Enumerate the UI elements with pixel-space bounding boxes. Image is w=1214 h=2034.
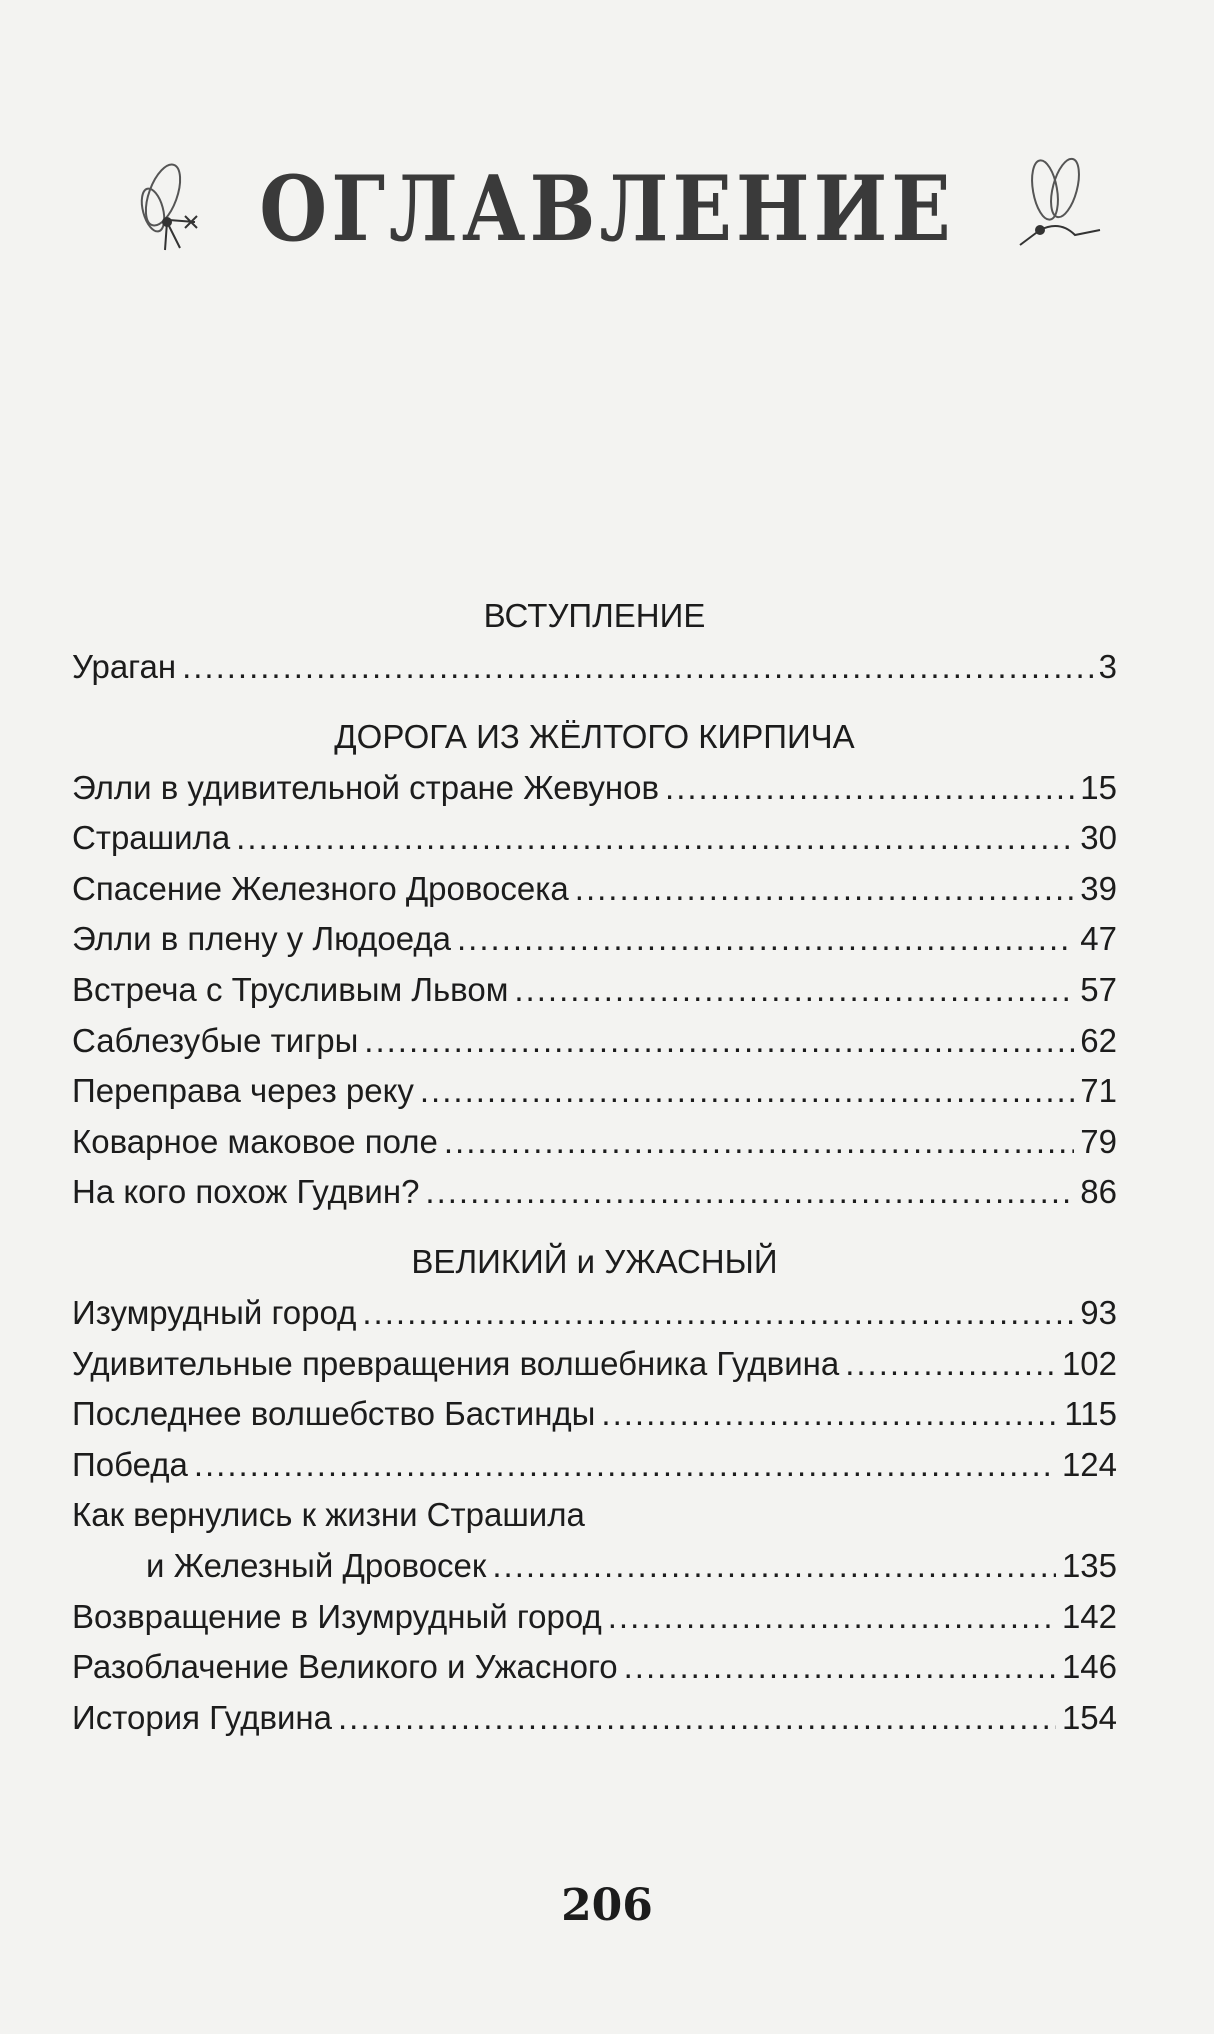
entry-page: 86 (1080, 1173, 1117, 1211)
entry-label: Коварное маковое поле (72, 1122, 438, 1160)
toc-entry (72, 1440, 1117, 1491)
dot-leader (624, 1642, 1056, 1693)
dot-leader (420, 1066, 1074, 1117)
section-title: ДОРОГА ИЗ ЖЁЛТОГО КИРПИЧА (334, 717, 855, 755)
entry-label: Страшила (72, 819, 231, 857)
toc-entry (72, 763, 1117, 814)
entry-label: Возвращение в Изумрудный город (72, 1597, 602, 1635)
toc-entry (72, 813, 1117, 864)
entry-label: Спасение Железного Дровосека (72, 869, 569, 907)
page-number: 206 (561, 1880, 653, 1931)
dot-leader (845, 1339, 1056, 1390)
toc-entry (72, 1541, 1117, 1592)
entry-page: 39 (1080, 869, 1117, 907)
dot-leader (194, 1440, 1056, 1491)
toc-entry (72, 1016, 1117, 1067)
toc-entry (72, 642, 1117, 693)
toc-entry (72, 1642, 1117, 1693)
dot-leader (457, 914, 1074, 965)
section-title: ВСТУПЛЕНИЕ (483, 597, 706, 634)
section-title: ВЕЛИКИЙ и УЖАСНЫЙ (411, 1242, 778, 1280)
entry-page: 79 (1080, 1122, 1117, 1160)
entry-label: Саблезубые тигры (72, 1021, 359, 1059)
entry-label: Переправа через реку (72, 1072, 414, 1110)
entry-page: 115 (1064, 1395, 1117, 1433)
entry-page: 3 (1098, 648, 1117, 685)
entry-page: 30 (1080, 819, 1117, 857)
entry-page: 71 (1080, 1072, 1117, 1110)
toc-entry (72, 965, 1117, 1016)
dot-leader (492, 1541, 1056, 1592)
entry-page: 135 (1061, 1546, 1117, 1584)
entry-page: 142 (1061, 1597, 1117, 1635)
dot-leader (514, 965, 1074, 1016)
toc-entry (72, 1389, 1117, 1440)
entry-label: Изумрудный город (72, 1293, 357, 1331)
entry-label: Ураган (72, 648, 177, 685)
toc-entry (72, 1167, 1117, 1218)
entry-label: Победа (72, 1445, 188, 1483)
dot-leader (608, 1592, 1056, 1643)
entry-label: Удивительные превращения волшебника Гудвина (72, 1344, 840, 1382)
toc-entry (72, 1117, 1117, 1168)
dot-leader (665, 763, 1074, 814)
dot-leader (182, 642, 1093, 693)
entry-label: Встреча с Трусливым Львом (72, 970, 509, 1008)
dot-leader (575, 864, 1075, 915)
table-of-contents (72, 590, 1117, 1743)
entry-page: 154 (1061, 1698, 1117, 1736)
entry-page: 15 (1080, 768, 1117, 806)
entry-label-line1: Как вернулись к жизни Страшила (72, 1496, 585, 1534)
dot-leader (362, 1288, 1074, 1339)
toc-entry (72, 864, 1117, 915)
entry-label: Элли в плену у Людоеда (72, 920, 452, 958)
entry-label: История Гудвина (72, 1698, 333, 1736)
entry-page: 124 (1061, 1445, 1117, 1483)
dot-leader (444, 1117, 1074, 1168)
page-title: ОГЛАВЛЕНИЕ (259, 157, 955, 262)
entry-page: 62 (1080, 1021, 1117, 1059)
toc-entry (72, 1339, 1117, 1390)
toc-entry (72, 1288, 1117, 1339)
toc-entry (72, 914, 1117, 965)
title-row (0, 150, 1214, 290)
entry-label: Последнее волшебство Бастинды (72, 1395, 596, 1433)
dot-leader (236, 813, 1074, 864)
entry-label: Элли в удивительной стране Жевунов (72, 768, 660, 806)
toc-entry (72, 1693, 1117, 1744)
fairy-right-icon (1000, 150, 1110, 260)
toc-entry (72, 1592, 1117, 1643)
entry-page: 93 (1080, 1293, 1117, 1331)
entry-page: 57 (1080, 970, 1117, 1008)
entry-label: Разоблачение Великого и Ужасного (72, 1648, 618, 1686)
entry-label: На кого похож Гудвин? (72, 1173, 420, 1211)
dot-leader (364, 1016, 1074, 1067)
entry-label-line2: и Железный Дровосек (146, 1546, 487, 1584)
entry-page: 47 (1080, 920, 1117, 958)
toc-entry (72, 1066, 1117, 1117)
dot-leader (338, 1693, 1056, 1744)
dot-leader (425, 1167, 1074, 1218)
entry-page: 146 (1061, 1648, 1117, 1686)
entry-page: 102 (1061, 1344, 1117, 1382)
dot-leader (601, 1389, 1058, 1440)
